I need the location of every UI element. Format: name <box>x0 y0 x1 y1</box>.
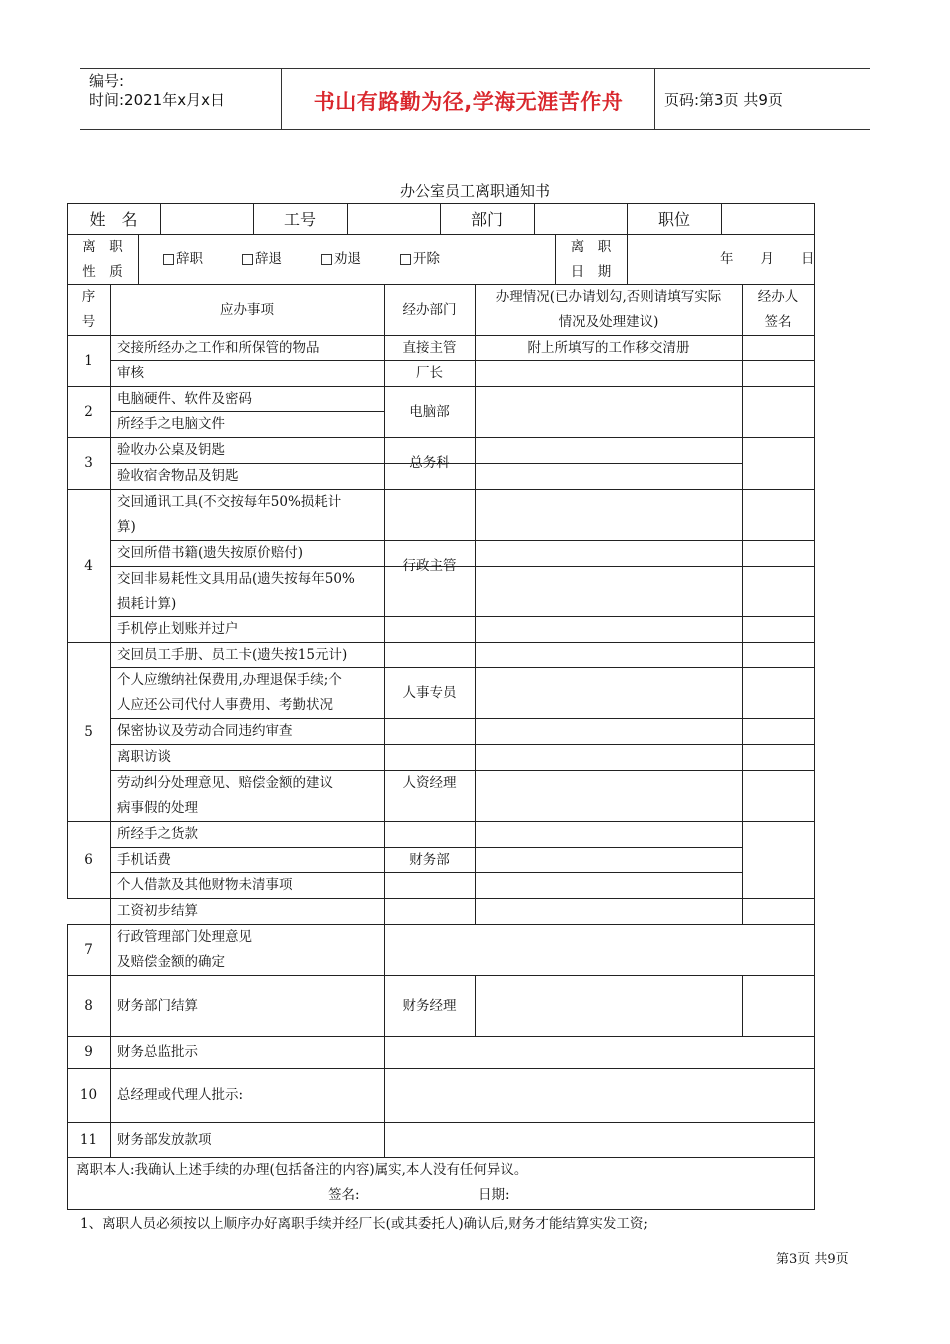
col-status-header-line: 办理情况(已办请划勾,否则请填写实际 <box>495 289 722 305</box>
status-text: 附上所填写的工作移交清册 <box>527 339 690 356</box>
task-item-line: 交回通讯工具(不交按每年50%损耗计 <box>117 494 342 510</box>
task-item: 交回所借书籍(遗失按原价赔付) <box>117 545 304 561</box>
position-field[interactable] <box>722 204 814 234</box>
signature-label: 签名: <box>328 1187 360 1203</box>
handling-dept: 厂长 <box>416 365 443 381</box>
task-item <box>110 925 384 975</box>
task-item: 离职访谈 <box>117 749 171 765</box>
task-item: 审核 <box>117 365 144 381</box>
task-item <box>110 490 384 540</box>
option-persuade[interactable] <box>321 235 391 284</box>
row-number: 7 <box>84 941 93 958</box>
task-item <box>110 668 384 718</box>
resign-type-label <box>67 235 138 284</box>
task-item: 总经理或代理人批示: <box>117 1087 244 1103</box>
resign-date-field[interactable]: 年 月 日 <box>720 251 815 267</box>
page-footer: 第3页 共9页 <box>776 1252 849 1267</box>
checkbox-icon <box>400 254 411 265</box>
handling-dept: 行政主管 <box>402 557 457 574</box>
checkbox-icon <box>163 254 174 265</box>
task-item-line: 算) <box>117 519 136 535</box>
row-number: 3 <box>84 455 93 471</box>
task-item: 财务总监批示 <box>117 1044 198 1060</box>
resign-type-label-line: 性 质 <box>82 263 123 280</box>
handling-dept: 人事专员 <box>402 685 457 701</box>
handling-dept: 直接主管 <box>402 339 457 356</box>
handling-dept: 电脑部 <box>409 403 450 420</box>
row-number: 2 <box>84 403 93 420</box>
grid-line <box>742 284 743 924</box>
col-status-header <box>475 285 742 335</box>
header-time: 时间:2021年x月x日 <box>89 91 225 109</box>
option-resign-label: 辞职 <box>176 251 203 267</box>
col-seq-header-line: 号 <box>81 314 96 330</box>
option-resign[interactable] <box>163 235 233 284</box>
resign-date-label-line: 离 职 <box>570 238 612 255</box>
task-item <box>110 567 384 616</box>
row-number: 10 <box>79 1087 98 1103</box>
task-item-line: 劳动纠分处理意见、赔偿金额的建议 <box>117 775 333 791</box>
resign-date-label <box>555 235 627 284</box>
employee-id-label: 工号 <box>283 209 316 229</box>
task-item: 个人借款及其他财物未清事项 <box>117 877 293 893</box>
handling-dept: 财务部 <box>409 851 450 868</box>
task-item <box>110 771 384 821</box>
task-item-line: 损耗计算) <box>117 595 177 612</box>
col-seq-header-line: 序 <box>81 289 96 305</box>
task-item: 财务部发放款项 <box>117 1131 212 1148</box>
name-field[interactable] <box>161 204 253 234</box>
task-item: 所经手之货款 <box>117 826 198 842</box>
task-item-line: 及赔偿金额的确定 <box>117 954 225 970</box>
grid-line <box>814 203 815 1210</box>
col-status-header-line: 情况及处理建议) <box>558 314 659 330</box>
option-expel[interactable] <box>400 235 470 284</box>
department-label: 部门 <box>470 209 503 229</box>
department-field[interactable] <box>535 204 627 234</box>
confirmation-text: 离职本人:我确认上述手续的办理(包括备注的内容)属实,本人没有任何异议。 <box>76 1162 528 1178</box>
employee-id-field[interactable] <box>348 204 440 234</box>
checkbox-icon <box>321 254 332 265</box>
resign-date-label-line: 日 期 <box>570 263 612 280</box>
row-number: 8 <box>84 997 93 1014</box>
col-item-header: 应办事项 <box>220 301 274 318</box>
resign-type-label-line: 离 职 <box>82 238 123 255</box>
header-number: 编号: <box>89 72 125 90</box>
task-item: 手机话费 <box>117 851 171 868</box>
col-dept-header: 经办部门 <box>402 301 457 318</box>
row-number: 11 <box>79 1131 98 1148</box>
document-title: 办公室员工离职通知书 <box>399 182 550 200</box>
grid-line <box>475 284 476 924</box>
header-motto: 书山有路勤为径,学海无涯苦作舟 <box>313 90 624 114</box>
task-item: 交接所经办之工作和所保管的物品 <box>117 339 320 356</box>
handling-dept: 总务科 <box>409 455 450 471</box>
opinion-field[interactable] <box>385 925 814 975</box>
task-item: 验收宿舍物品及钥匙 <box>117 468 239 484</box>
date-label: 日期: <box>478 1187 510 1203</box>
grid-line <box>742 975 743 1036</box>
row-number: 6 <box>84 851 93 868</box>
option-dismiss[interactable] <box>242 235 312 284</box>
option-dismiss-label: 辞退 <box>255 251 282 267</box>
task-item-line: 交回非易耗性文具用品(遗失按每年50% <box>117 570 355 587</box>
task-item: 所经手之电脑文件 <box>117 416 225 432</box>
header-page-number: 页码:第3页 共9页 <box>664 91 783 109</box>
col-sign-header-line: 签名 <box>764 314 792 330</box>
task-item: 交回员工手册、员工卡(遗失按15元计) <box>117 646 348 663</box>
grid-line <box>67 1209 815 1210</box>
option-persuade-label: 劝退 <box>334 251 361 267</box>
row-number: 1 <box>84 352 93 369</box>
handling-dept: 财务经理 <box>402 997 457 1014</box>
option-expel-label: 开除 <box>413 251 440 267</box>
col-sign-header <box>742 285 814 335</box>
footnote: 1、离职人员必须按以上顺序办好离职手续并经厂长(或其委托人)确认后,财务才能结算实发工资; <box>80 1216 648 1232</box>
position-label: 职位 <box>657 209 690 229</box>
row-number: 4 <box>84 557 93 574</box>
task-item: 验收办公桌及钥匙 <box>117 442 225 458</box>
task-item-line: 个人应缴纳社保费用,办理退保手续;个 <box>117 672 342 688</box>
task-item-line: 行政管理部门处理意见 <box>117 929 252 945</box>
task-item-line: 病事假的处理 <box>117 800 198 816</box>
grid-line <box>627 234 628 284</box>
col-seq-header <box>67 285 110 335</box>
grid-line <box>138 234 139 284</box>
task-item-line: 人应还公司代付人事费用、考勤状况 <box>117 697 333 713</box>
task-item: 保密协议及劳动合同违约审查 <box>117 723 293 739</box>
task-item: 手机停止划账并过户 <box>117 621 239 637</box>
handling-dept: 人资经理 <box>402 774 457 791</box>
checkbox-icon <box>242 254 253 265</box>
name-label: 姓 名 <box>89 209 138 229</box>
task-item: 财务部门结算 <box>117 997 198 1014</box>
row-number: 5 <box>84 723 93 740</box>
row-number: 9 <box>84 1044 93 1060</box>
task-item: 工资初步结算 <box>117 903 198 919</box>
grid-line <box>475 975 476 1036</box>
col-sign-header-line: 经办人 <box>757 289 799 305</box>
task-item: 电脑硬件、软件及密码 <box>117 390 252 407</box>
